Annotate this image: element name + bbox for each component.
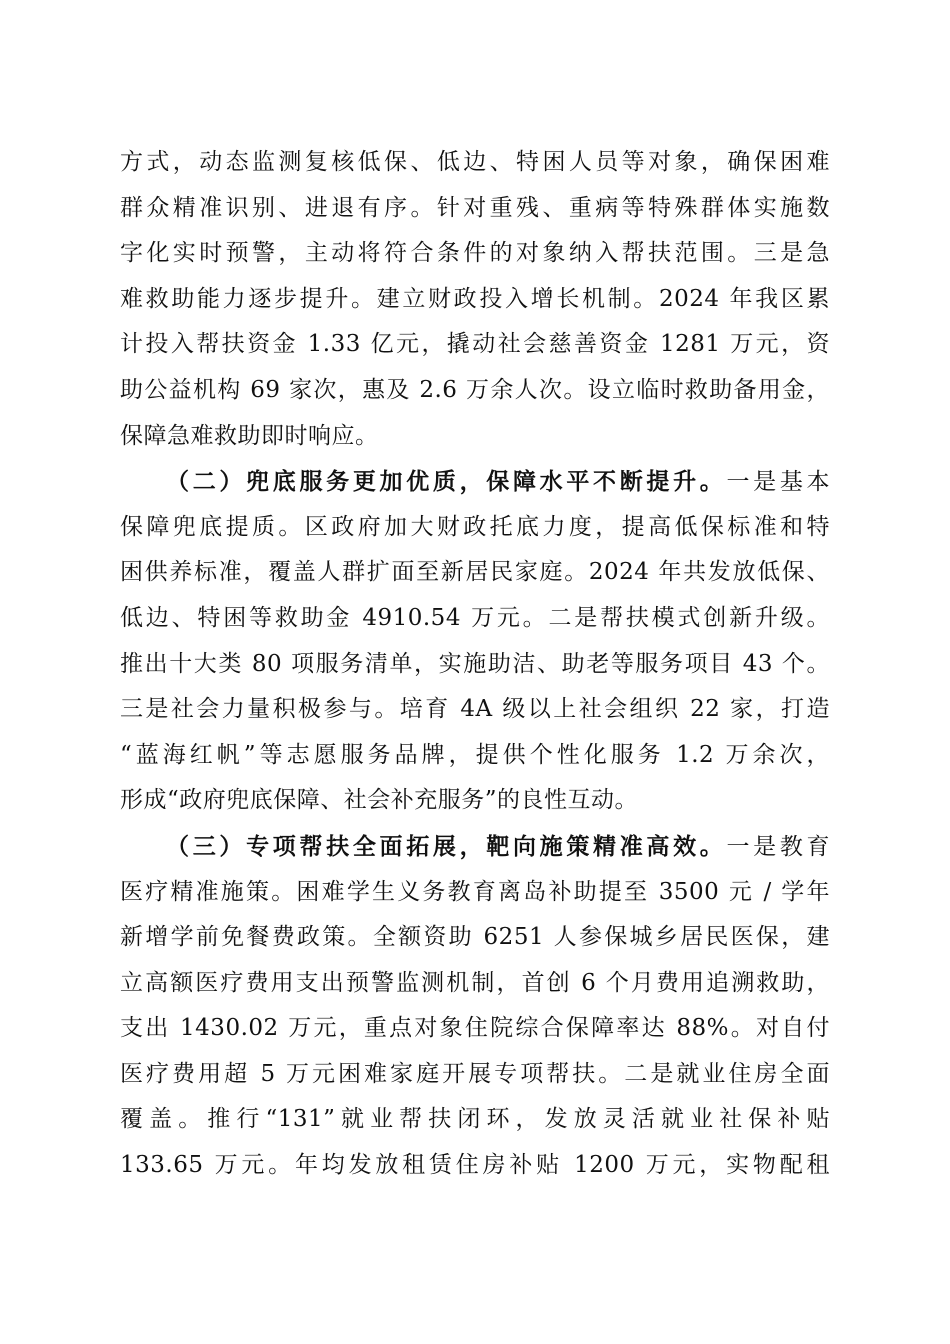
text-line: 计投入帮扶资金 1.33 亿元，撬动社会慈善资金 1281 万元，资 [120,331,830,358]
text-line: 方式，动态监测复核低保、低边、特困人员等对象，确保困难 [120,149,830,175]
section-heading: （二）兜底服务更加优质，保障水平不断提升。 [166,468,727,496]
text-line: 立高额医疗费用支出预警监测机制，首创 6 个月费用追溯救助， [120,969,830,996]
text-line: 群众精准识别、进退有序。针对重残、重病等特殊群体实施数 [120,194,830,221]
text-line: 支出 1430.02 万元，重点对象住院综合保障率达 88%。对自付 [120,1015,830,1042]
text-line: 字化实时预警，主动将符合条件的对象纳入帮扶范围。三是急 [120,240,830,267]
text-line: 助公益机构 69 家次，惠及 2.6 万余人次。设立临时救助备用金， [120,376,830,403]
text-line: 保障急难救助即时响应。 [120,422,379,449]
text-line: 三是社会力量积极参与。培育 4A 级以上社会组织 22 家，打造 [120,696,830,723]
text-line: 形成“政府兜底保障、社会补充服务”的良性互动。 [120,787,639,814]
text-line: 难救助能力逐步提升。建立财政投入增长机制。2024 年我区累 [120,285,830,312]
paragraph-1 [120,140,830,459]
text-line: “蓝海红帆”等志愿服务品牌，提供个性化服务 1.2 万余次， [120,741,830,768]
paragraph-2 [120,459,830,824]
text-line: 覆盖。推行“131”就业帮扶闭环，发放灵活就业社保补贴 [120,1106,830,1133]
text-run: 一是教育 [726,833,830,860]
text-line: 新增学前免餐费政策。全额资助 6251 人参保城乡居民医保，建 [120,924,830,951]
paragraph-3 [120,824,830,1189]
text-line: 医疗费用超 5 万元困难家庭开展专项帮扶。二是就业住房全面 [120,1060,830,1087]
document-body [120,140,830,1189]
text-line [120,459,830,505]
text-line [120,824,830,870]
text-line: 低边、特困等救助金 4910.54 万元。二是帮扶模式创新升级。 [120,604,830,631]
text-line: 133.65 万元。年均发放租赁住房补贴 1200 万元，实物配租 [120,1152,830,1179]
text-line: 保障兜底提质。区政府加大财政托底力度，提高低保标准和特 [120,513,830,540]
text-line: 推出十大类 80 项服务清单，实施助洁、助老等服务项目 43 个。 [120,650,830,677]
text-line: 困供养标准，覆盖人群扩面至新居民家庭。2024 年共发放低保、 [120,559,830,586]
text-run: 一是基本 [726,469,830,496]
section-heading: （三）专项帮扶全面拓展，靶向施策精准高效。 [166,832,727,860]
text-line: 医疗精准施策。困难学生义务教育离岛补助提至 3500 元 / 学年 [120,878,830,905]
